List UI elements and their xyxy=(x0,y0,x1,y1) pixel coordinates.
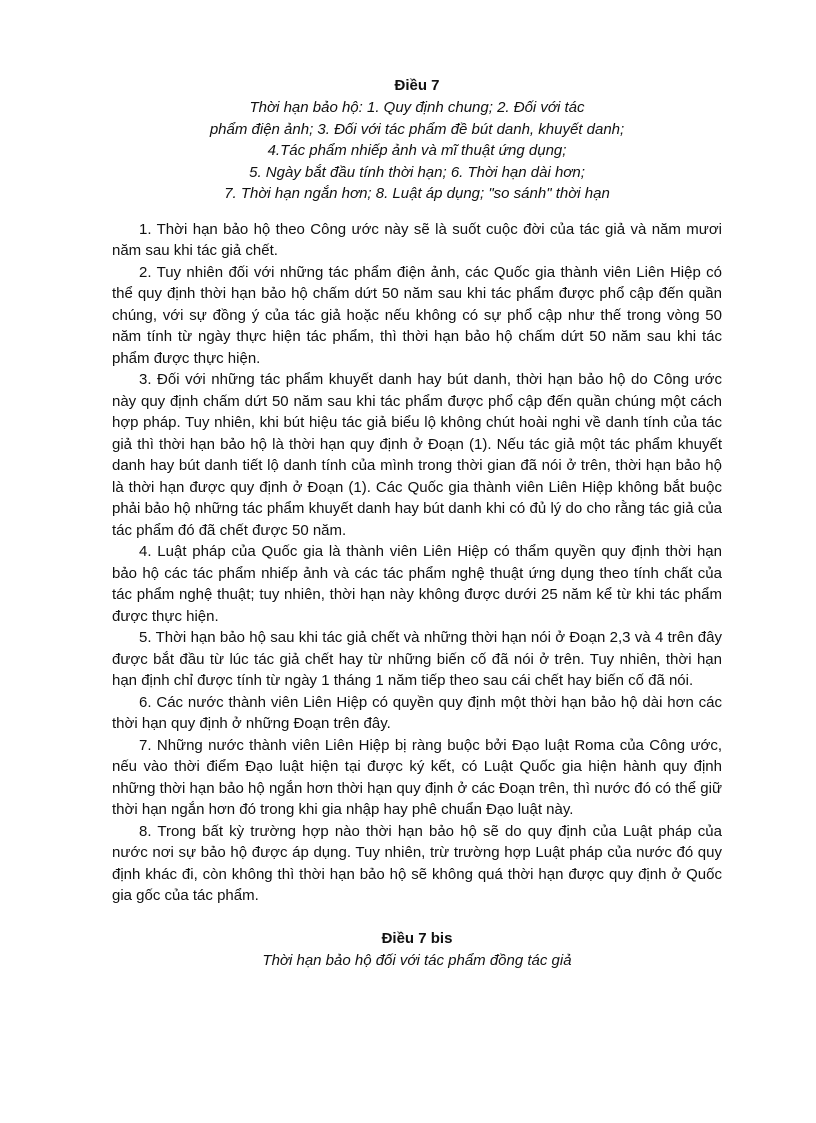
article-7-paragraph-2: 2. Tuy nhiên đối với những tác phẩm điện ảnh, các Quốc gia thành viên Liên Hiệp có thể quy định thời hạn bảo hộ chấm dứt 50 năm sau khi tác phẩm được phổ cập đến quần chúng, với sự đồng ý của tác giả hoặc nếu không có sự phổ cập như thế trong vòng 50 năm tính từ ngày thực hiện tác phẩm, thì thời hạn bảo hộ chấm dứt 50 năm sau khi tác phẩm được thực hiện. xyxy=(112,263,722,367)
article-7bis-title: Điều 7 bis xyxy=(381,929,453,947)
article-7bis-subtitle-line: Thời hạn bảo hộ đối với tác phẩm đồng tác giả xyxy=(262,951,572,969)
article-7-subtitle-line-5: 7. Thời hạn ngắn hơn; 8. Luật áp dụng; "so sánh" thời hạn xyxy=(224,185,610,202)
article-7-subtitle-line-2: phẩm điện ảnh; 3. Đối với tác phẩm đề bút danh, khuyết danh; xyxy=(209,120,625,138)
article-7-subtitle-line-4: 5. Ngày bắt đầu tính thời hạn; 6. Thời hạn dài hơn; xyxy=(249,163,585,181)
article-7-paragraph-6: 6. Các nước thành viên Liên Hiệp có quyền quy định một thời hạn bảo hộ dài hơn các thời hạn quy định ở những Đoạn trên đây. xyxy=(112,693,722,732)
article-7-paragraph-5: 5. Thời hạn bảo hộ sau khi tác giả chết và những thời hạn nói ở Đoạn 2,3 và 4 trên đây được bắt đầu từ lúc tác giả chết hay từ những biến cố đã nói ở trên. Tuy nhiên, thời hạn hạn định chỉ được tính từ ngày 1 tháng 1 năm tiếp theo sau cái chết hay biến cố đã nói. xyxy=(112,629,722,689)
article-7-title: Điều 7 xyxy=(394,77,440,94)
article-7-subtitle xyxy=(112,97,722,205)
section-spacer xyxy=(112,907,722,929)
article-7-subtitle-line-1: Thời hạn bảo hộ: 1. Quy định chung; 2. Đối với tác xyxy=(249,99,585,116)
article-7-subtitle-line-3: 4.Tác phẩm nhiếp ảnh và mĩ thuật ứng dụng; xyxy=(267,142,567,159)
article-7-paragraph-3: 3. Đối với những tác phẩm khuyết danh hay bút danh, thời hạn bảo hộ do Công ước này quy định chấm dứt 50 năm sau khi tác phẩm được phổ cập đến quần chúng một cách hợp pháp. Tuy nhiên, khi bút hiệu tác giả biểu lộ không chút hoài nghi về danh tính của tác giả thì thời hạn bảo hộ là thời hạn quy định ở Đoạn (1). Nếu tác giả một tác phẩm khuyết danh hay bút danh tiết lộ danh tính của mình trong thời gian đã nói ở trên, thời hạn bảo hộ là thời hạn được quy định ở Đoạn (1). Các Quốc gia thành viên Liên Hiệp không bắt buộc phải bảo hộ những tác phẩm khuyết danh hay bút danh khi có đủ lý do cho rằng tác giả của tác phẩm đó đã chết được 50 năm. xyxy=(112,371,722,539)
article-7-paragraph-8: 8. Trong bất kỳ trường hợp nào thời hạn bảo hộ sẽ do quy định của Luật pháp của nước nơi sự bảo hộ được áp dụng. Tuy nhiên, trừ trường hợp Luật pháp của nước đó quy định khác đi, còn không thì thời hạn bảo hộ sẽ không quá thời hạn được quy định ở Quốc gia gốc của tác phẩm. xyxy=(112,822,722,904)
article-7-paragraph-7: 7. Những nước thành viên Liên Hiệp bị ràng buộc bởi Đạo luật Roma của Công ước, nếu vào thời điểm Đạo luật hiện tại được ký kết, có Luật Quốc gia hiện hành quy định những thời hạn bảo hộ ngắn hơn thời hạn quy định ở các Đoạn trên, thì nước đó có thể giữ thời hạn ngắn hơn đó trong khi gia nhập hay phê chuẩn Đạo luật này. xyxy=(112,736,722,818)
article-7bis-subtitle xyxy=(112,950,722,972)
article-7-paragraph-1: 1. Thời hạn bảo hộ theo Công ước này sẽ là suốt cuộc đời của tác giả và năm mươi năm sau khi tác giả chết. xyxy=(112,220,722,259)
article-7-paragraph-4: 4. Luật pháp của Quốc gia là thành viên Liên Hiệp có thẩm quyền quy định thời hạn bảo hộ các tác phẩm nhiếp ảnh và các tác phẩm nghệ thuật ứng dụng theo tính chất của tác phẩm nghệ thuật; tuy nhiên, thời hạn này không được dưới 25 năm kể từ khi tác phẩm được thực hiện. xyxy=(112,543,722,625)
